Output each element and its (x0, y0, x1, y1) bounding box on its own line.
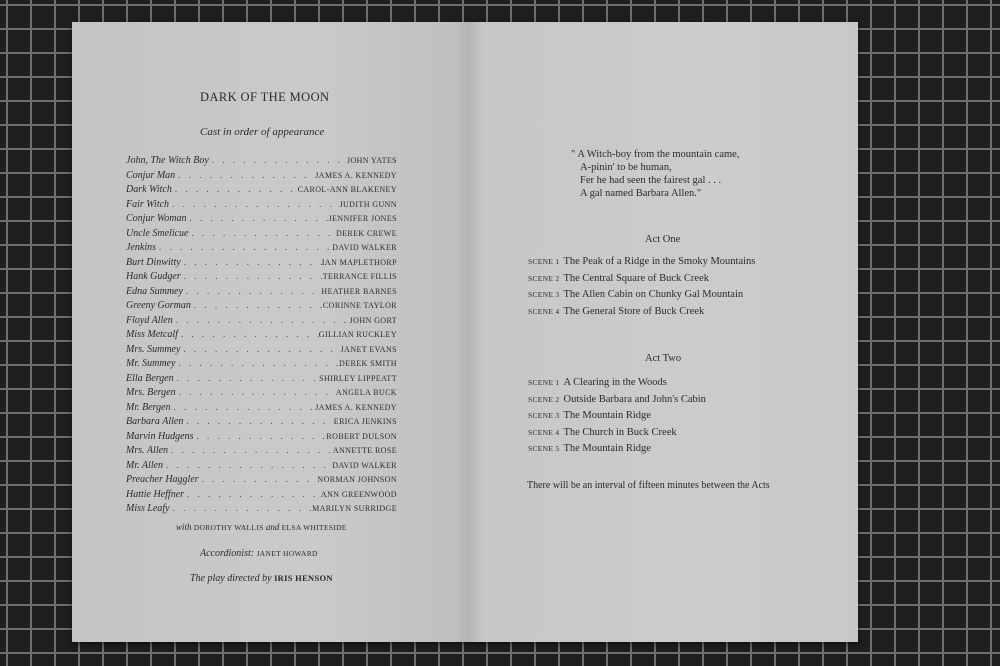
with-name-2: ELSA WHITESIDE (281, 523, 347, 532)
cast-role: Conjur Woman (126, 213, 187, 224)
leader-dots (183, 284, 321, 299)
cast-role: Mr. Allen (126, 459, 164, 471)
scene-item (528, 441, 828, 458)
leader-dots (184, 487, 321, 502)
leader-dots (171, 400, 316, 415)
scene-item (528, 287, 828, 304)
cast-row (126, 356, 397, 371)
leader-dots (188, 226, 335, 241)
cast-role: Dark Witch (126, 184, 172, 195)
cast-role: Edna Summey (126, 285, 183, 297)
cast-row (126, 385, 397, 400)
cast-row (126, 487, 397, 502)
cast-row (126, 472, 397, 487)
cast-row (126, 313, 397, 328)
cast-role: Mrs. Summey (126, 343, 181, 355)
scene-label: SCENE 2 (528, 394, 560, 404)
act-two-heading: Act Two (645, 353, 682, 364)
leader-dots (178, 327, 319, 342)
cast-role: Conjur Man (126, 169, 176, 181)
cast-row (126, 284, 397, 299)
leader-dots (170, 501, 312, 516)
act-two-scene-list (528, 375, 828, 458)
cast-row (126, 168, 397, 183)
right-page (467, 22, 858, 642)
accordionist-label: Accordionist: (200, 548, 255, 559)
scene-label: SCENE 1 (528, 378, 560, 387)
scene-label: SCENE 4 (528, 306, 560, 316)
verse-line: A-pinin' to be human, (580, 162, 672, 173)
cast-actor: HEATHER BARNES (321, 286, 397, 296)
cast-actor: NORMAN JOHNSON (317, 475, 397, 484)
scene-item (528, 271, 828, 288)
leader-dots (209, 153, 347, 168)
cast-role: Mr. Bergen (126, 401, 171, 413)
cast-row (126, 153, 397, 168)
cast-row (126, 429, 397, 444)
scene-label: SCENE 3 (528, 411, 560, 420)
cast-actor: GILLIAN RUCKLEY (318, 330, 397, 339)
cast-role: Ella Bergen (126, 372, 174, 384)
leader-dots (181, 255, 322, 270)
cast-row (126, 342, 397, 357)
cast-actor: JUDITH GUNN (339, 199, 397, 209)
scene-label: SCENE 5 (528, 444, 560, 453)
cast-actor: JAMES A. KENNEDY (315, 402, 397, 412)
scene-item (528, 425, 828, 442)
leader-dots (172, 182, 298, 197)
cast-actor: ANNETTE ROSE (332, 446, 397, 455)
with-and: and (265, 522, 280, 532)
cast-actor: ERICA JENKINS (333, 417, 397, 426)
cast-actor: TERRANCE FILLIS (322, 272, 397, 281)
cast-role: Greeny Gorman (126, 300, 191, 311)
play-title: DARK OF THE MOON (200, 90, 330, 104)
cast-role: Miss Metcalf (126, 329, 178, 340)
leader-dots (163, 458, 332, 473)
scene-item (528, 408, 828, 425)
scene-text: The Mountain Ridge (563, 410, 651, 421)
accordionist-name: JANET HOWARD (256, 549, 318, 558)
leader-dots (169, 197, 339, 212)
leader-dots (186, 211, 328, 226)
scene-item (528, 375, 828, 392)
also-appearing-line (176, 522, 347, 532)
cast-actor: JOHN GORT (349, 315, 397, 325)
scene-item (528, 392, 828, 409)
scene-label: SCENE 1 (528, 257, 560, 266)
cast-row (126, 269, 397, 284)
scene-text: The Allen Cabin on Chunky Gal Mountain (563, 289, 744, 300)
with-prefix: with (176, 522, 192, 532)
scene-text: The General Store of Buck Creek (563, 305, 705, 317)
cast-actor: ANN GREENWOOD (320, 489, 397, 499)
cast-role: Barbara Allen (126, 416, 184, 427)
cast-row (126, 443, 397, 458)
cast-actor: JOHN YATES (346, 156, 397, 165)
cast-actor: MARILYN SURRIDGE (312, 504, 397, 513)
cast-row (126, 327, 397, 342)
scene-text: The Church in Buck Creek (563, 426, 677, 438)
cast-row (126, 501, 397, 516)
cast-row (126, 211, 397, 226)
cast-role: Jenkins (126, 242, 156, 253)
verse-line: A gal named Barbara Allen." (580, 188, 702, 199)
cast-role: Fair Witch (126, 198, 170, 210)
cast-role: Hattie Heffner (126, 488, 185, 500)
directed-label: The play directed by (190, 573, 272, 584)
cast-actor: ROBERT DULSON (326, 431, 397, 441)
verse-line: " A Witch-boy from the mountain came, (571, 149, 740, 160)
interval-note: There will be an interval of fifteen minutes between the Acts (527, 480, 770, 491)
leader-dots (199, 472, 318, 487)
leader-dots (173, 313, 350, 328)
verse-line: Fer he had seen the fairest gal . . . (580, 175, 722, 186)
leader-dots (176, 385, 336, 400)
leader-dots (181, 269, 323, 284)
cast-role: John, The Witch Boy (126, 155, 209, 166)
scene-label: SCENE 3 (528, 290, 560, 299)
cast-row (126, 255, 397, 270)
left-page (72, 22, 467, 642)
cast-role: Mr. Summey (126, 358, 176, 369)
cast-list (126, 153, 397, 516)
cast-actor: SHIRLEY LIPPEATT (319, 373, 397, 383)
cast-actor: ANGELA BUCK (335, 388, 397, 397)
cast-role: Preacher Haggler (126, 474, 199, 485)
epigraph-verse (571, 148, 739, 200)
cast-actor: JAMES A. KENNEDY (315, 170, 397, 180)
cast-subtitle: Cast in order of appearance (200, 126, 325, 138)
cast-row (126, 371, 397, 386)
cast-row (126, 226, 397, 241)
scene-text: A Clearing in the Woods (563, 377, 667, 388)
scene-text: The Mountain Ridge (563, 443, 651, 454)
cast-row (126, 458, 397, 473)
cast-role: Mrs. Bergen (126, 387, 176, 398)
cast-actor: DEREK SMITH (339, 359, 397, 368)
with-name-1: DOROTHY WALLIS (193, 523, 264, 532)
scene-item (528, 254, 828, 271)
cast-actor: JENNIFER JONES (328, 214, 397, 223)
cast-actor: DEREK CREWE (335, 228, 397, 238)
leader-dots (156, 240, 332, 255)
scene-text: The Peak of a Ridge in the Smoky Mountains (563, 256, 756, 267)
scene-text: The Central Square of Buck Creek (563, 272, 709, 284)
cast-role: Marvin Hudgens (126, 430, 194, 442)
cast-role: Burt Dinwitty (126, 256, 181, 268)
accordionist-line (200, 548, 318, 559)
cast-row (126, 182, 397, 197)
leader-dots (180, 342, 340, 357)
leader-dots (175, 168, 315, 183)
scene-label: SCENE 4 (528, 427, 560, 437)
director-line (190, 573, 333, 584)
cast-role: Floyd Allen (126, 314, 173, 326)
cast-actor: JANET EVANS (340, 344, 397, 354)
cast-actor: CAROL-ANN BLAKENEY (297, 185, 397, 194)
leader-dots (168, 443, 333, 458)
cast-row (126, 400, 397, 415)
act-one-scene-list (528, 254, 828, 320)
cast-role: Uncle Smelicue (126, 227, 189, 239)
cast-role: Miss Leafy (126, 503, 170, 514)
cast-actor: IAN MAPLETHORP (321, 257, 397, 267)
cast-actor: CORINNE TAYLOR (322, 301, 397, 310)
programme-sheet (72, 22, 858, 642)
cast-row (126, 240, 397, 255)
cast-role: Hank Gudger (126, 271, 181, 282)
leader-dots (174, 371, 319, 386)
scene-label: SCENE 2 (528, 273, 560, 283)
director-name: IRIS HENSON (274, 573, 333, 583)
leader-dots (175, 356, 339, 371)
act-one-heading: Act One (645, 234, 681, 245)
leader-dots (194, 429, 327, 444)
cast-row (126, 414, 397, 429)
leader-dots (183, 414, 333, 429)
cast-actor: DAVID WALKER (332, 243, 397, 252)
leader-dots (191, 298, 323, 313)
cast-row (126, 197, 397, 212)
cast-role: Mrs. Allen (126, 445, 169, 456)
cast-row (126, 298, 397, 313)
scene-item (528, 304, 828, 321)
scene-text: Outside Barbara and John's Cabin (563, 393, 706, 405)
cast-actor: DAVID WALKER (332, 460, 397, 470)
